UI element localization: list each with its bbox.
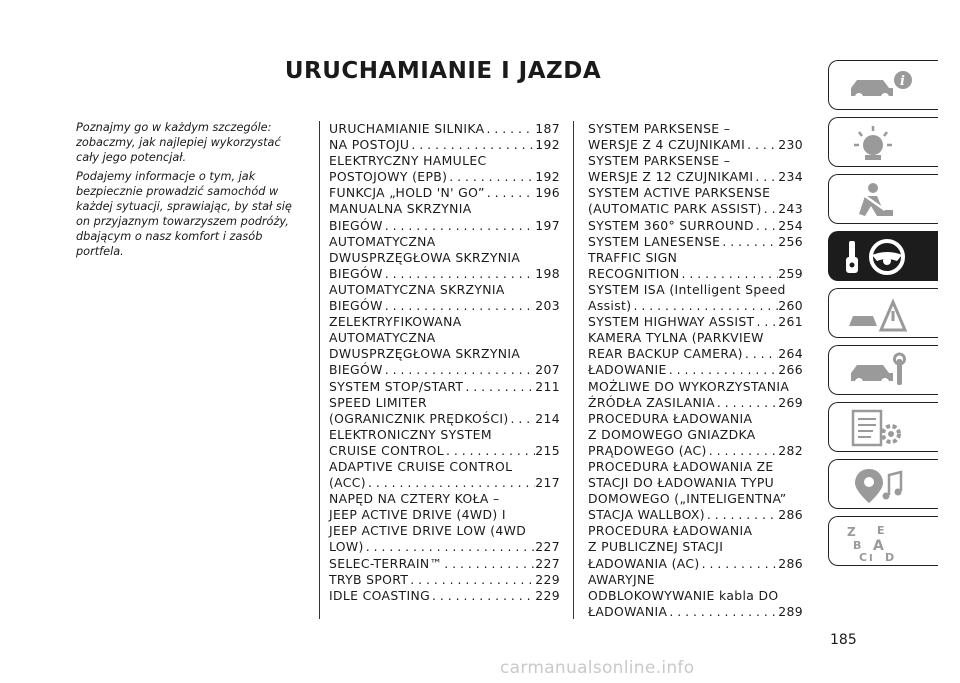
toc-page-number: 234 <box>778 169 803 185</box>
toc-entry-label: AWARYJNE <box>588 571 655 587</box>
toc-entry-label: TRAFFIC SIGN <box>588 249 678 265</box>
toc-page-number: 227 <box>535 555 560 571</box>
emergency-triangle-icon <box>843 294 923 334</box>
toc-page-number: 256 <box>778 233 803 249</box>
dot-leader <box>700 556 779 572</box>
toc-entry-label: BIEGÓW <box>329 362 383 378</box>
toc-entry-label: MOŻLIWE DO WYKORZYSTANIA <box>588 378 790 394</box>
toc-entry-label: SYSTEM LANESENSE <box>588 233 721 249</box>
toc-page-number: 243 <box>778 201 803 217</box>
svg-text:E: E <box>877 524 885 537</box>
dot-leader <box>383 298 536 314</box>
toc-entry[interactable] <box>588 330 803 362</box>
dot-leader <box>705 507 778 523</box>
specs-gear-icon <box>843 408 923 448</box>
toc-page-number: 192 <box>535 169 560 185</box>
toc-entry-label: ŁADOWANIE <box>588 362 667 378</box>
column-divider <box>573 121 574 619</box>
toc-entry[interactable] <box>329 121 560 137</box>
toc-entry[interactable] <box>588 379 803 411</box>
svg-text:I: I <box>869 553 873 562</box>
toc-page-number: 217 <box>535 475 560 491</box>
tab-safety[interactable] <box>828 174 938 224</box>
dot-leader <box>754 218 778 234</box>
toc-column-1 <box>329 121 560 604</box>
toc-page-number: 286 <box>778 555 803 571</box>
toc-entry[interactable] <box>329 201 560 233</box>
toc-entry-label: SYSTEM STOP/START <box>329 378 464 394</box>
tab-multimedia[interactable] <box>828 459 938 509</box>
toc-entry-label: JEEP ACTIVE DRIVE LOW (4WD <box>329 523 527 539</box>
toc-entry-label: AUTOMATYCZNA <box>329 330 436 346</box>
dot-leader <box>430 588 535 604</box>
toc-entry-label: FUNKCJA „HOLD 'N' GO” <box>329 185 485 201</box>
toc-entry-label: DWUSPRZĘGŁOWA SKRZYNIA <box>329 346 521 362</box>
toc-entry-label: ELEKTRYCZNY HAMULEC <box>329 153 487 169</box>
toc-entry-label: MANUALNA SKRZYNIA <box>329 201 472 217</box>
dot-leader <box>667 604 778 620</box>
toc-page-number: 261 <box>778 314 803 330</box>
toc-entry[interactable] <box>329 314 560 378</box>
toc-entry[interactable] <box>588 234 803 250</box>
toc-entry-label: PROCEDURA ŁADOWANIA <box>588 523 753 539</box>
tab-maintenance[interactable] <box>828 345 938 395</box>
dot-leader <box>754 314 778 330</box>
svg-text:Z: Z <box>847 525 856 539</box>
toc-page-number: 203 <box>535 298 560 314</box>
toc-entry[interactable] <box>329 491 560 555</box>
toc-entry-label: SYSTEM ACTIVE PARKSENSE <box>588 185 771 201</box>
toc-entry-label: BIEGÓW <box>329 265 383 281</box>
toc-entry[interactable] <box>588 459 803 523</box>
toc-page-number: 198 <box>535 265 560 281</box>
toc-entry-label: LOW) <box>329 539 364 555</box>
toc-entry[interactable] <box>588 362 803 378</box>
toc-page-number: 260 <box>778 298 803 314</box>
toc-entry[interactable] <box>588 572 803 620</box>
toc-entry[interactable] <box>329 572 560 588</box>
toc-page-number: 211 <box>535 378 560 394</box>
toc-page-number: 229 <box>535 587 560 603</box>
dot-leader <box>444 443 535 459</box>
toc-entry[interactable] <box>588 250 803 282</box>
toc-column-2 <box>588 121 803 620</box>
toc-page-number: 269 <box>778 394 803 410</box>
toc-page-number: 289 <box>778 603 803 619</box>
toc-entry-label: ELEKTRONICZNY SYSTEM <box>329 426 492 442</box>
toc-entry-label: PRĄDOWEGO (AC) <box>588 442 707 458</box>
dot-leader <box>762 201 779 217</box>
toc-entry[interactable] <box>329 427 560 459</box>
tab-index[interactable] <box>828 516 938 566</box>
toc-entry-label: Z PUBLICZNEJ STACJI <box>588 539 724 555</box>
toc-page-number: 192 <box>535 137 560 153</box>
toc-entry[interactable] <box>329 153 560 185</box>
toc-entry-label: TRYB SPORT <box>329 571 409 587</box>
toc-entry-label: (ACC) <box>329 475 366 491</box>
toc-page-number: 197 <box>535 217 560 233</box>
toc-entry-label: ADAPTIVE CRUISE CONTROL <box>329 458 513 474</box>
intro-text <box>76 120 306 263</box>
dot-leader <box>484 121 535 137</box>
page-number: 185 <box>830 632 857 648</box>
index-letters-icon <box>843 522 923 562</box>
dot-leader <box>631 298 778 314</box>
toc-entry[interactable] <box>329 588 560 604</box>
toc-entry-label: REAR BACKUP CAMERA) <box>588 346 743 362</box>
toc-entry-label: SPEED LIMITER <box>329 394 427 410</box>
toc-entry[interactable] <box>588 523 803 571</box>
dot-leader <box>667 362 779 378</box>
svg-text:i: i <box>900 74 905 89</box>
toc-page-number: 259 <box>778 265 803 281</box>
dot-leader <box>463 379 535 395</box>
toc-entry-label: STACJI DO ŁADOWANIA TYPU <box>588 475 775 491</box>
dot-leader <box>364 539 536 555</box>
toc-entry[interactable] <box>588 185 803 217</box>
toc-entry-label: DWUSPRZĘGŁOWA SKRZYNIA <box>329 249 521 265</box>
column-divider <box>319 121 320 619</box>
toc-entry-label: ŁADOWANIA <box>588 603 668 619</box>
tab-starting-driving[interactable] <box>828 231 938 281</box>
toc-entry-label: AUTOMATYCZNA <box>329 233 436 249</box>
toc-entry-label: PROCEDURA ŁADOWANIA ZE <box>588 458 774 474</box>
dot-leader <box>753 169 778 185</box>
toc-entry[interactable] <box>329 459 560 491</box>
watermark: carmanualsonline.info <box>500 658 695 678</box>
car-info-icon <box>843 66 923 106</box>
dot-leader <box>509 411 536 427</box>
dot-leader <box>720 234 778 250</box>
intro-paragraph: Podajemy informacje o tym, jak bezpiecznie prowadzić samochód w każdej sytuacji, sprawiając, by stał się on przyjaznym towarzyszem podróży, dbającym o nasz komfort i zasób portfela. <box>76 170 292 258</box>
toc-entry[interactable] <box>329 234 560 282</box>
toc-entry-label: SYSTEM PARKSENSE – <box>588 121 731 136</box>
toc-entry-label: ZELEKTRYFIKOWANA <box>329 314 462 330</box>
toc-entry-label: AUTOMATYCZNA SKRZYNIA <box>329 281 505 297</box>
toc-entry-label: PROCEDURA ŁADOWANIA <box>588 410 753 426</box>
dot-leader <box>383 362 536 378</box>
dot-leader <box>383 266 536 282</box>
toc-entry[interactable] <box>588 218 803 234</box>
dot-leader <box>366 475 535 491</box>
toc-entry[interactable] <box>329 379 560 395</box>
toc-page-number: 215 <box>535 442 560 458</box>
dot-leader <box>383 218 536 234</box>
svg-text:C: C <box>859 551 868 562</box>
toc-entry-label: Z DOMOWEGO GNIAZDKA <box>588 426 756 442</box>
toc-entry-label: POSTOJOWY (EPB) <box>329 169 448 185</box>
toc-entry-label: CRUISE CONTROL <box>329 442 445 458</box>
toc-entry-label: WERSJE Z 12 CZUJNIKAMI <box>588 169 754 185</box>
toc-entry[interactable] <box>329 185 560 201</box>
toc-entry-label: SELEC-TERRAIN™ <box>329 555 443 571</box>
toc-entry-label: KAMERA TYLNA (PARKVIEW <box>588 330 764 346</box>
toc-entry[interactable] <box>329 395 560 427</box>
toc-page-number: 187 <box>535 121 560 136</box>
toc-entry-label: NAPĘD NA CZTERY KOŁA – <box>329 491 500 507</box>
toc-entry-label: IDLE COASTING <box>329 587 431 603</box>
toc-entry[interactable] <box>329 282 560 314</box>
toc-entry-label: DOMOWEGO („INTELIGENTNA” <box>588 491 787 507</box>
toc-entry-label: ŹRÓDŁA ZASILANIA <box>588 394 715 410</box>
toc-page-number: 264 <box>778 346 803 362</box>
toc-entry[interactable] <box>588 411 803 459</box>
toc-entry-label: SYSTEM 360° SURROUND <box>588 217 754 233</box>
svg-text:D: D <box>885 551 895 562</box>
toc-page-number: 266 <box>778 362 803 378</box>
tab-emergency[interactable] <box>828 288 938 338</box>
toc-entry-label: NA POSTOJU <box>329 137 410 153</box>
dot-leader <box>447 169 535 185</box>
toc-entry-label: SYSTEM HIGHWAY ASSIST <box>588 314 755 330</box>
toc-entry-label: (OGRANICZNIK PRĘDKOŚCI) <box>329 410 509 426</box>
dot-leader <box>408 572 535 588</box>
dot-leader <box>485 185 536 201</box>
svg-text:B: B <box>853 539 862 552</box>
toc-entry[interactable] <box>588 121 803 153</box>
toc-entry[interactable] <box>329 137 560 153</box>
toc-entry-label: STACJA WALLBOX) <box>588 507 705 523</box>
toc-entry-label: JEEP ACTIVE DRIVE (4WD) I <box>329 507 506 523</box>
svg-text:A: A <box>873 538 884 554</box>
dot-leader <box>707 443 779 459</box>
toc-page-number: 229 <box>535 571 560 587</box>
toc-entry[interactable] <box>588 314 803 330</box>
dot-leader <box>442 556 535 572</box>
toc-entry[interactable] <box>588 282 803 314</box>
toc-entry-label: URUCHAMIANIE SILNIKA <box>329 121 485 136</box>
tab-warning-lights[interactable] <box>828 117 938 167</box>
dot-leader <box>679 266 778 282</box>
toc-entry[interactable] <box>329 556 560 572</box>
intro-paragraph: Poznajmy go w każdym szczególe: zobaczmy, jak najlepiej wykorzystać cały jego potencjał. <box>76 121 281 164</box>
dot-leader <box>743 346 778 362</box>
toc-entry-label: RECOGNITION <box>588 265 680 281</box>
toc-page-number: 230 <box>778 137 803 153</box>
toc-page-number: 254 <box>778 217 803 233</box>
toc-entry-label: SYSTEM ISA (Intelligent Speed <box>588 281 786 297</box>
dot-leader <box>745 137 778 153</box>
multimedia-icon <box>843 465 923 505</box>
toc-entry-label: SYSTEM PARKSENSE – <box>588 153 731 169</box>
seat-safety-icon <box>843 180 923 220</box>
toc-entry-label: BIEGÓW <box>329 217 383 233</box>
tab-car-info[interactable] <box>828 60 938 110</box>
page-title: URUCHAMIANIE I JAZDA <box>284 58 602 84</box>
toc-page-number: 286 <box>778 507 803 523</box>
toc-page-number: 196 <box>535 185 560 201</box>
dot-leader <box>715 395 778 411</box>
toc-page-number: 214 <box>535 410 560 426</box>
warning-light-icon <box>843 123 923 163</box>
toc-entry-label: ODBLOKOWYWANIE kabla DO <box>588 587 779 603</box>
toc-page-number: 227 <box>535 539 560 555</box>
toc-entry-label: (AUTOMATIC PARK ASSIST) <box>588 201 762 217</box>
tab-technical-data[interactable] <box>828 402 938 452</box>
toc-entry[interactable] <box>588 153 803 185</box>
wrench-car-icon <box>843 351 923 391</box>
key-steering-wheel-icon <box>843 237 923 277</box>
toc-entry-label: BIEGÓW <box>329 298 383 314</box>
toc-page-number: 207 <box>535 362 560 378</box>
toc-page-number: 282 <box>778 442 803 458</box>
dot-leader <box>409 137 535 153</box>
toc-entry-label: Assist) <box>588 298 632 314</box>
toc-entry-label: ŁADOWANIA (AC) <box>588 555 700 571</box>
toc-entry-label: WERSJE Z 4 CZUJNIKAMI <box>588 137 746 153</box>
